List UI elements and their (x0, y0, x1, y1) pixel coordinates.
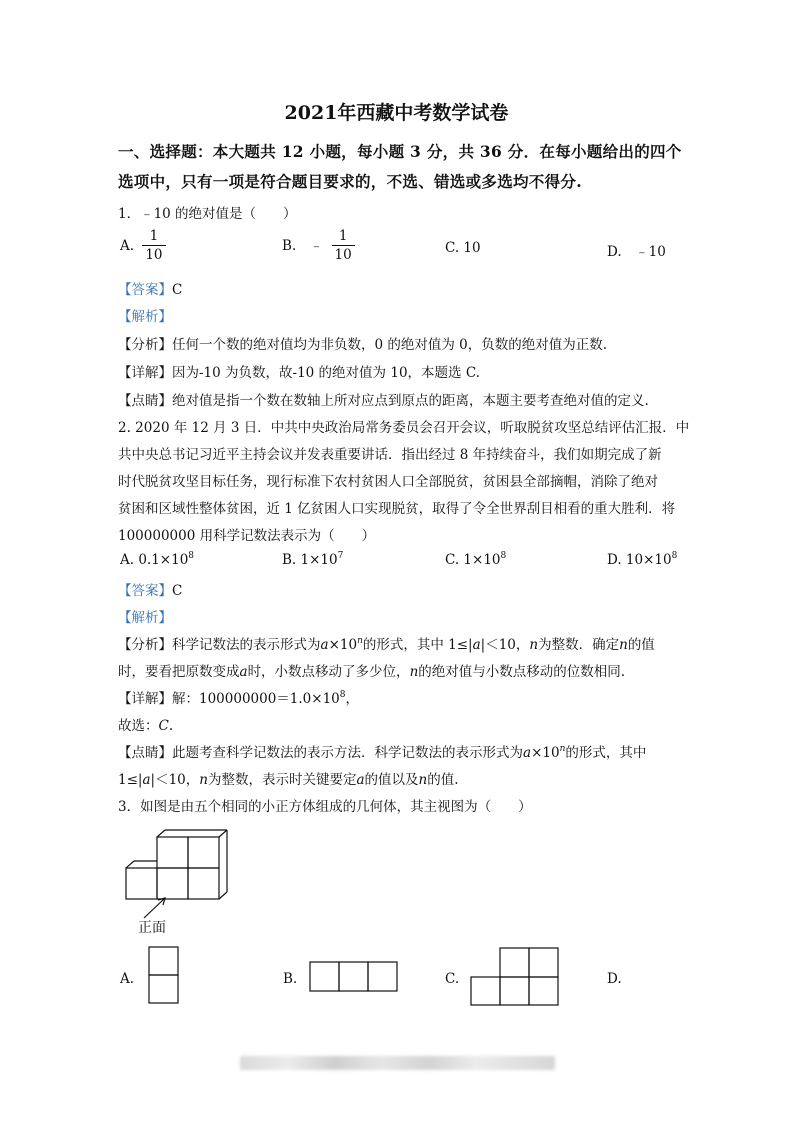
fenxi-text: 科学记数法的表示形式为 (172, 637, 321, 653)
dianjing-text: |＜10， (150, 772, 200, 788)
q2-analysis-tag: 【解析】 (118, 610, 172, 626)
q1-option-c: C. 10 (445, 240, 481, 256)
fenxi-text: 为整数．确定 (538, 637, 620, 653)
fenxi-text: 时，要看把原数变成 (118, 664, 240, 680)
q2-option-b (282, 551, 343, 568)
q2-option-b-exponent: 7 (337, 551, 344, 561)
var-a: a (356, 772, 365, 788)
q1-option-d: D. ﹣10 (607, 244, 666, 260)
dianjing-text: 的值. (427, 772, 459, 788)
blurred-watermark (240, 1056, 555, 1070)
q1-fenxi (118, 333, 607, 353)
q1-option-a-numerator: 1 (149, 228, 159, 244)
choice-answer: C (158, 718, 169, 734)
var-a: a (472, 637, 481, 653)
dianjing-tag: 【点睛】 (118, 393, 172, 409)
q2-fenxi-line1 (118, 633, 655, 653)
q3-option-c-figure (470, 947, 560, 1007)
var-n: n (357, 636, 363, 646)
q2-stem-line3: 时代脱贫攻坚目标任务，现行标准下农村贫困人口全部脱贫，贫困县全部摘帽，消除了绝对 (118, 474, 658, 490)
q1-option-a-fraction (142, 228, 165, 265)
q2-dianjing-line2 (118, 768, 459, 788)
page-title: 2021年西藏中考数学试卷 (284, 102, 509, 124)
section-heading-line2: 选项中，只有一项是符合题目要求的，不选、错选或多选均不得分. (118, 172, 582, 191)
q2-option-c (445, 551, 506, 568)
q2-option-d-exponent: 8 (671, 551, 678, 561)
xiangjie-tag: 【详解】 (118, 691, 172, 707)
q2-option-b-text: B. 1×10 (282, 552, 338, 568)
q1-option-a (120, 228, 166, 265)
q2-option-a-exponent: 8 (188, 551, 195, 561)
q2-choice (118, 714, 173, 734)
q1-stem: 1．﹣10 的绝对值是（ ） (118, 206, 297, 222)
q3-option-a-figure (148, 946, 180, 1006)
q1-option-a-label: A. (120, 238, 135, 254)
q1-option-b-fraction (332, 228, 355, 265)
q1-option-b (282, 228, 355, 265)
q2-option-a (120, 551, 194, 568)
choice-text: . (168, 718, 174, 734)
q1-option-a-denominator: 10 (142, 245, 165, 265)
q2-fenxi-line2 (118, 660, 625, 680)
dianjing-text: 的形式，其中 (565, 745, 647, 761)
fenxi-text: 任何一个数的绝对值均为非负数，0 的绝对值为 0，负数的绝对值为正数. (172, 337, 608, 353)
q2-xiangjie (118, 687, 359, 707)
answer-value: C (172, 583, 183, 599)
q2-option-c-text: C. 1×10 (445, 552, 501, 568)
var-a: a (142, 772, 151, 788)
q3-option-c-label: C. (445, 971, 460, 987)
var-n: n (559, 744, 566, 754)
q3-option-a-label: A. (120, 971, 135, 987)
var-n: n (199, 772, 208, 788)
q3-option-b-figure (309, 961, 399, 993)
q3-stem: 3．如图是由五个相同的小正方体组成的几何体，其主视图为（ ） (118, 799, 532, 815)
q2-stem-line1: 2. 2020 年 12 月 3 日．中共中央政治局常务委员会召开会议，听取脱贫攻坚总结评估汇报．中 (118, 420, 690, 436)
fenxi-text: ×10 (328, 637, 358, 653)
q1-answer (118, 278, 182, 298)
xiangjie-text: ， (345, 691, 359, 707)
q2-answer (118, 579, 182, 599)
fenxi-tag: 【分析】 (118, 337, 172, 353)
q2-option-d (607, 551, 677, 568)
q1-dianjing (118, 389, 649, 409)
cube-figure (118, 826, 238, 936)
answer-value: C (172, 282, 183, 298)
q1-option-b-numerator: 1 (338, 228, 348, 244)
q2-stem-line2: 共中央总书记习近平主持会议并发表重要讲话．指出经过 8 年持续奋斗，我们如期完成了新 (118, 447, 662, 463)
q2-option-c-exponent: 8 (500, 551, 507, 561)
var-a: a (239, 664, 248, 680)
q2-stem-line4: 贫困和区域性整体贫困，近 1 亿贫困人口实现脱贫，取得了令全世界刮目相看的重大胜利．将 (118, 501, 676, 517)
q3-option-b-label: B. (283, 971, 298, 987)
var-a: a (320, 637, 329, 653)
var-n: n (529, 637, 539, 653)
var-a: a (523, 745, 532, 761)
xiangjie-text: 解：100000000＝1.0×10 (172, 691, 340, 707)
answer-tag: 【答案】 (118, 282, 172, 298)
q1-option-b-denominator: 10 (332, 245, 355, 265)
answer-tag: 【答案】 (118, 583, 172, 599)
choice-text: 故选： (118, 718, 159, 734)
section-heading-line1: 一、选择题：本大题共 12 小题，每小题 3 分，共 36 分．在每小题给出的四个 (118, 142, 682, 161)
var-n: n (619, 637, 628, 653)
fenxi-text: 时，小数点移动了多少位， (247, 664, 410, 680)
q1-xiangjie (118, 361, 480, 381)
dianjing-text: ×10 (531, 745, 560, 761)
dianjing-text: 1≤| (118, 772, 143, 788)
front-label: 正面 (138, 920, 166, 936)
fenxi-text: 的值 (627, 637, 655, 653)
dianjing-text: 的值以及 (364, 772, 419, 788)
dianjing-text: 绝对值是指一个数在数轴上所对应点到原点的距离，本题主要考查绝对值的定义. (172, 393, 649, 409)
q2-dianjing-line1 (118, 741, 646, 761)
q1-option-b-label: B. ﹣ (282, 238, 324, 254)
q3-option-d-label: D. (607, 971, 622, 987)
fenxi-tag: 【分析】 (118, 637, 172, 653)
q1-analysis-tag: 【解析】 (118, 309, 172, 325)
xiangjie-text: 因为-10 为负数，故-10 的绝对值为 10，本题选 C. (172, 365, 480, 381)
var-n: n (418, 772, 428, 788)
q2-stem-line5: 100000000 用科学记数法表示为（ ） (118, 528, 376, 544)
fenxi-text: 的绝对值与小数点移动的位数相同. (418, 664, 626, 680)
q2-option-a-text: A. 0.1×10 (120, 552, 189, 568)
fenxi-text: 的形式，其中 1≤| (362, 637, 473, 653)
dianjing-text: 为整数，表示时关键要定 (207, 772, 357, 788)
fenxi-text: |＜10， (480, 637, 530, 653)
dianjing-text: 此题考查科学记数法的表示方法．科学记数法的表示形式为 (172, 745, 523, 761)
xiangjie-tag: 【详解】 (118, 365, 172, 381)
dianjing-tag: 【点睛】 (118, 745, 172, 761)
q2-option-d-text: D. 10×10 (607, 552, 672, 568)
var-n: n (409, 664, 419, 680)
xiangjie-exponent: 8 (339, 690, 346, 700)
